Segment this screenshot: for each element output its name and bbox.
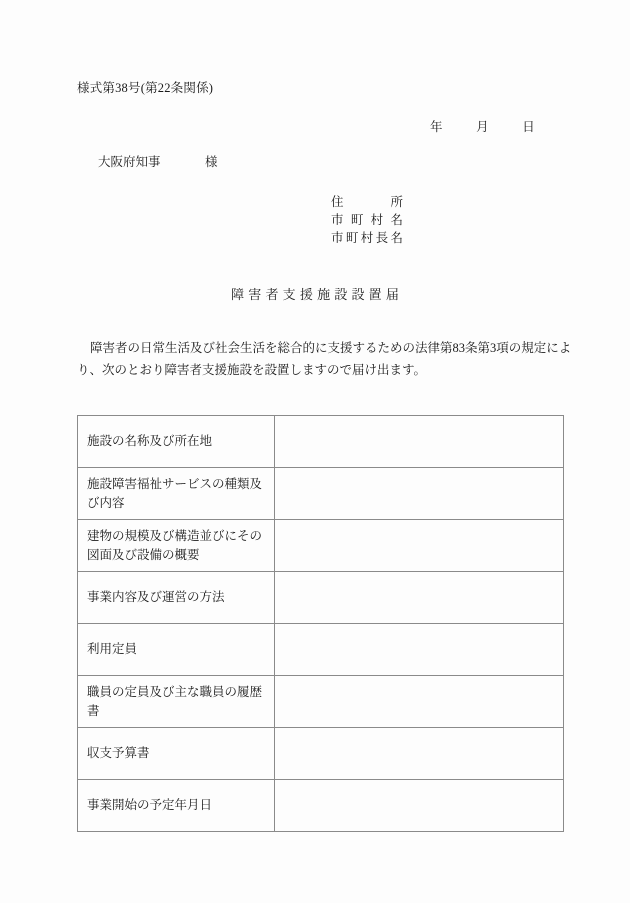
addressee-recipient: 大阪府知事 [98,155,161,169]
table-row-value[interactable] [275,624,564,676]
form-number-header: 様式第38号(第22条関係) [77,81,214,95]
table-row-value[interactable] [275,780,564,832]
table-row-label: 収支予算書 [78,728,275,780]
table-row-label: 事業開始の予定年月日 [78,780,275,832]
submitter-block [331,193,403,247]
addressee-honorific: 様 [205,155,218,169]
submitter-address-label: 住所 [331,195,403,209]
table-row [78,468,564,520]
document-title-text: 障害者支援施設設置届 [231,287,404,302]
table-row [78,728,564,780]
table-row-label: 施設障害福祉サービスの種類及び内容 [78,468,275,520]
addressee-line [98,152,218,170]
body-line-2: り、次のとおり障害者支援施設を設置しますので届け出ます。 [77,363,427,377]
submitter-mayor-label: 市町村長名 [331,231,403,245]
document-title [0,284,630,303]
table-row-value[interactable] [275,520,564,572]
table-row-label: 職員の定員及び主な職員の履歴書 [78,676,275,728]
table-row-value[interactable] [275,676,564,728]
application-detail-table [77,415,564,832]
body-line-1: 障害者の日常生活及び社会生活を総合的に支援するための法律第83条第3項の規定によ [90,341,572,355]
table-row-value[interactable] [275,572,564,624]
table-row-value[interactable] [275,416,564,468]
date-year-label: 年 [430,120,443,134]
date-line [430,117,535,135]
table-row-label: 施設の名称及び所在地 [78,416,275,468]
table-row [78,416,564,468]
table-row-value[interactable] [275,468,564,520]
table-row-label: 事業内容及び運営の方法 [78,572,275,624]
body-paragraph [77,337,572,381]
table-row [78,624,564,676]
table-row-label: 建物の規模及び構造並びにその図面及び設備の概要 [78,520,275,572]
table-row [78,780,564,832]
date-day-label: 日 [522,120,535,134]
table-row-label: 利用定員 [78,624,275,676]
table-row [78,520,564,572]
table-row [78,572,564,624]
submitter-municipality-label: 市町村名 [331,213,403,227]
table-row-value[interactable] [275,728,564,780]
table-row [78,676,564,728]
date-month-label: 月 [476,120,489,134]
